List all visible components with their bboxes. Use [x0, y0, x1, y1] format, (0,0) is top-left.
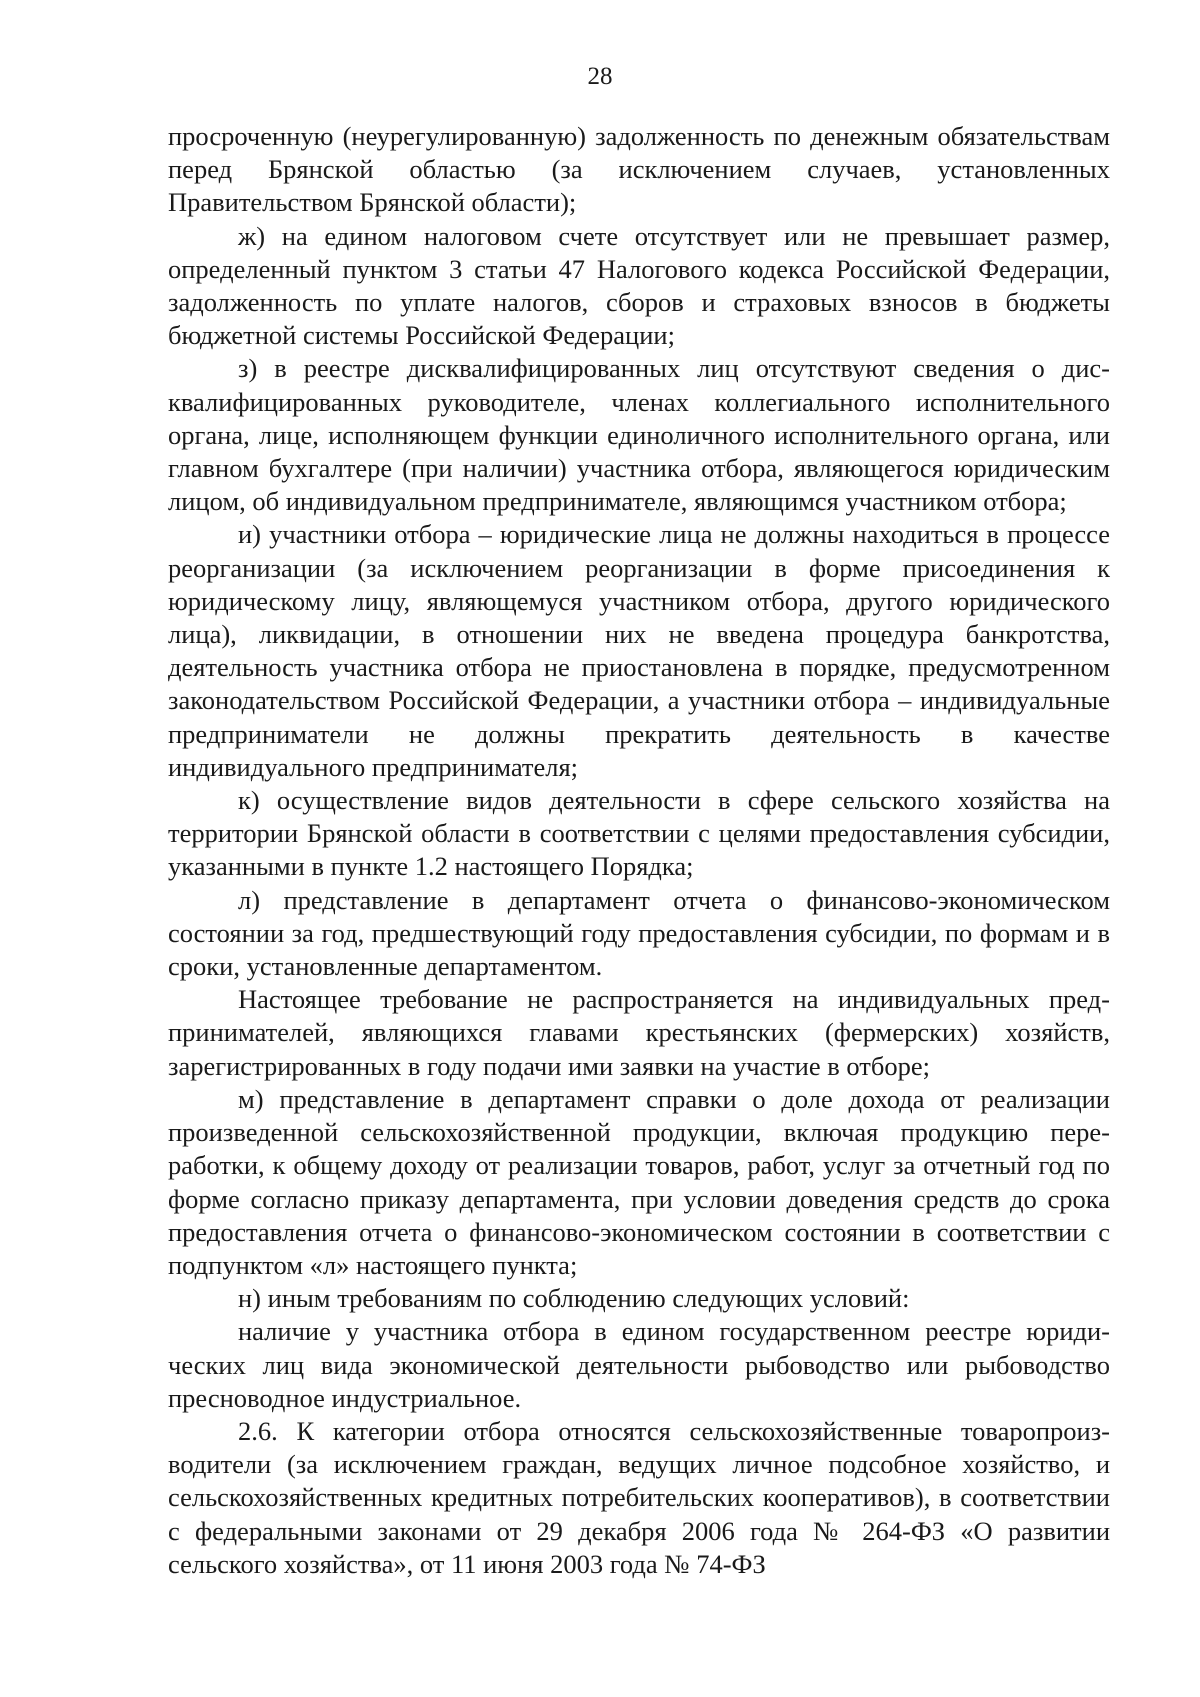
- paragraph-condition: наличие у участника отбора в едином государственном реестре юридических лиц вида экономической деятельности рыбоводство или рыбоводство пресноводное индустриальное.: [168, 1316, 1110, 1413]
- paragraph-item-i: и) участники отбора – юридические лица не должны находиться в процессе реорганизации (за исключением реорганизации в форме присоединения к юридическому лицу, являющемуся участником отбора, другого юридического лица), ликвидации, в отношении них не введена процедура банкротства, деятельность участника отбора не приостановлена в порядке, предусмотренном законодательством Российской Федерации, а участники отбора – индивидуальные предприниматели не должны прекратить деятельность в качестве индивидуального предпринимателя;: [168, 519, 1110, 782]
- paragraph-item-l: л) представление в департамент отчета о финансово-экономическом состоянии за год, предшествующий году предоставления субсидии, по формам и в сроки, установленные департаментом.: [168, 884, 1110, 982]
- paragraph-section-2-6: 2.6. К категории отбора относятся сельскохозяйственные товаропроизводители (за исключением граждан, ведущих личное подсобное хозяйство, и сельскохозяйственных кредитных потребительских кооперативов), в соответствии с федеральными законами от 29 декабря 2006 года № 264-ФЗ «О развитии сельского хозяйства», от 11 июня 2003 года № 74-ФЗ: [168, 1415, 1110, 1579]
- paragraph-continuation: просроченную (неурегулированную) задолженность по денежным обязательствам перед Брянской областью (за исключением случаев, установленных Правительством Брянской области);: [168, 121, 1110, 218]
- paragraph-item-n: н) иным требованиям по соблюдению следующих условий:: [238, 1283, 910, 1314]
- paragraph-item-m: м) представление в департамент справки о доле дохода от реализации произведенной сельскохозяйственной продукции, включая продукцию переработки, к общему доходу от реализации товаров, работ, услуг за отчетный год по форме согласно приказу департамента, при условии доведения средств до срока предоставления отчета о финансово-экономическом состоянии в соответствии с подпунктом «л» настоящего пункта;: [168, 1083, 1110, 1280]
- paragraph-item-k: к) осуществление видов деятельности в сфере сельского хозяйства на территории Брянской области в соответствии с целями предоставления субсидии, указанными в пункте 1.2 настоящего Порядка;: [168, 785, 1110, 882]
- paragraph-note: Настоящее требование не распространяется на индивидуальных предпринимателей, являющихся главами крестьянских (фермерских) хозяйств, зарегистрированных в году подачи ими заявки на участие в отборе;: [168, 984, 1110, 1081]
- document-body: [168, 120, 1110, 1581]
- page-number: 28: [587, 63, 613, 90]
- paragraph-item-zh: ж) на едином налоговом счете отсутствует или не превышает размер, определенный пунктом 3 статьи 47 Налогового кодекса Российской Федерации, задолженность по уплате налогов, сборов и страховых взносов в бюджеты бюджетной системы Российской Федерации;: [168, 220, 1110, 351]
- paragraph-item-z: з) в реестре дисквалифицированных лиц отсутствуют сведения о дисквалифицированных руководителе, членах коллегиального исполнительного органа, лице, исполняющем функции единоличного исполнительного органа, или главном бухгалтере (при наличии) участника отбора, являющегося юридическим лицом, об индивидуальном предпринимателе, являющимся участником отбора;: [168, 353, 1110, 517]
